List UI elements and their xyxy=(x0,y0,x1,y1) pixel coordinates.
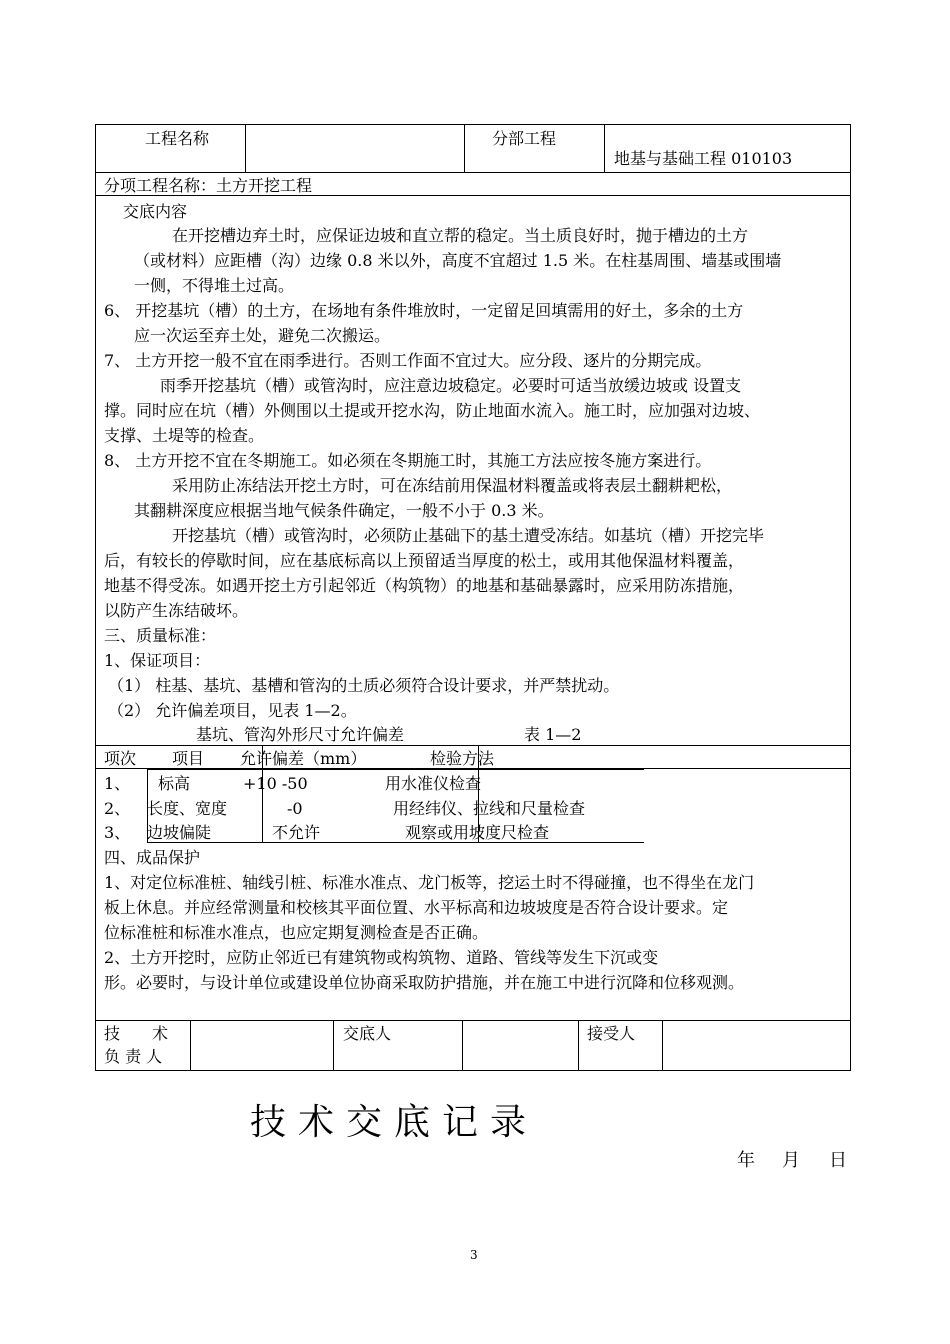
item-title: 分项工程名称：土方开挖工程 xyxy=(104,176,313,195)
paragraph-line: 应一次运至弃土处，避免二次搬运。 xyxy=(134,326,391,345)
footer-col-divider-4 xyxy=(578,1020,579,1071)
receiver-label: 接受人 xyxy=(587,1024,636,1043)
tech-lead-label-2: 负 责 人 xyxy=(104,1047,163,1066)
table-row-method: 观察或用坡度尺检查 xyxy=(405,823,550,842)
table-row-index: 1、 xyxy=(104,774,131,793)
paragraph-line: 雨季开挖基坑（槽）或管沟时，应注意边坡稳定。必要时可适当放缓边坡或 设置支 xyxy=(160,376,742,395)
paragraph-line: 6、 开挖基坑（槽）的土方，在场地有条件堆放时，一定留足回填需用的好土，多余的土方 xyxy=(104,301,744,320)
table-row-method: 用水准仪检查 xyxy=(385,774,482,793)
table-row-index: 2、 xyxy=(104,799,131,818)
header-col-divider-3 xyxy=(604,124,605,172)
paragraph-line: 采用防止冻结法开挖土方时，可在冻结前用保温材料覆盖或将表层土翻耕耙松， xyxy=(172,476,733,495)
dev-header-item: 项目 xyxy=(172,749,205,768)
date-month: 月 xyxy=(782,1150,800,1171)
section-heading: 三、质量标准： xyxy=(104,626,217,645)
header-col-divider-1 xyxy=(245,124,246,172)
table-row-item: 边坡偏陡 xyxy=(147,823,212,842)
paragraph-line: 位标准桩和标准水准点，也应定期复测检查是否正确。 xyxy=(104,923,489,942)
footer-col-divider-5 xyxy=(662,1020,663,1071)
sub-project-value: 地基与基础工程 010103 xyxy=(614,149,793,168)
table-row-method: 用经纬仪、拉线和尺量检查 xyxy=(393,799,586,818)
footer-col-divider-2 xyxy=(333,1020,334,1071)
sub-project-label: 分部工程 xyxy=(492,129,557,148)
table-row-tolerance: +10 -50 xyxy=(243,774,308,793)
paragraph-line: 板上休息。并应经常测量和校核其平面位置、水平标高和边坡坡度是否符合设计要求。定 xyxy=(104,898,729,917)
table-row-item: 标高 xyxy=(158,774,191,793)
paragraph-line: 在开挖槽边弃土时，应保证边坡和直立帮的稳定。当土质良好时，抛于槽边的土方 xyxy=(172,226,749,245)
paragraph-line: 撑。同时应在坑（槽）外侧围以土提或开挖水沟，防止地面水流入。施工时，应加强对边坡、 xyxy=(104,401,761,420)
table-row-tolerance: 不允许 xyxy=(272,823,321,842)
dev-table-row-line xyxy=(147,769,644,770)
date-day: 日 xyxy=(829,1150,847,1171)
footer-col-divider-3 xyxy=(462,1020,463,1071)
header-col-divider-2 xyxy=(464,124,465,172)
table-row-item: 长度、宽度 xyxy=(147,799,228,818)
project-name-label: 工程名称 xyxy=(145,129,210,148)
dev-header-tolerance: 允许偏差（mm） xyxy=(240,749,367,768)
dev-table-top-line xyxy=(95,745,851,746)
paragraph-line: 其翻耕深度应根据当地气候条件确定，一般不小于 0.3 米。 xyxy=(134,501,554,520)
table-row-index: 3、 xyxy=(104,823,131,842)
tech-lead-label: 技 术 xyxy=(104,1024,169,1043)
document-title: 技术交底记录 xyxy=(250,1102,539,1143)
paragraph-line: 一侧，不得堆土过高。 xyxy=(134,276,295,295)
paragraph-line: 1、对定位标准桩、轴线引桩、标准水准点、龙门板等，挖运土时不得碰撞，也不得坐在龙门 xyxy=(104,873,755,892)
paragraph-line: 7、 土方开挖一般不宜在雨季进行。否则工作面不宜过大。应分段、逐片的分期完成。 xyxy=(104,351,712,370)
section-heading: 四、成品保护 xyxy=(104,848,201,867)
content-label: 交底内容 xyxy=(123,202,188,221)
paragraph-line: 地基不得受冻。如遇开挖土方引起邻近（构筑物）的地基和基础暴露时，应采用防冻措施， xyxy=(104,576,745,595)
page-number: 3 xyxy=(470,1248,478,1262)
paragraph-line: 2、土方开挖时，应防止邻近已有建筑物或构筑物、道路、管线等发生下沉或变 xyxy=(104,948,659,967)
dev-header-method: 检验方法 xyxy=(430,749,495,768)
paragraph-line: （1） 柱基、基坑、基槽和管沟的土质必须符合设计要求，并严禁扰动。 xyxy=(108,676,620,695)
paragraph-line: 形。必要时，与设计单位或建设单位协商采取防护措施，并在施工中进行沉降和位移观测。 xyxy=(104,973,745,992)
footer-row-divider xyxy=(95,1020,851,1021)
paragraph-line: 以防产生冻结破坏。 xyxy=(104,601,249,620)
paragraph-line: 1、保证项目： xyxy=(104,651,211,670)
paragraph-line: 后，有较长的停歇时间，应在基底标高以上预留适当厚度的松土，或用其他保温材料覆盖， xyxy=(104,551,745,570)
table-caption: 基坑、管沟外形尺寸允许偏差 xyxy=(196,725,405,744)
table-row-tolerance: -0 xyxy=(287,799,303,818)
paragraph-line: 开挖基坑（槽）或管沟时，必须防止基础下的基土遭受冻结。如基坑（槽）开挖完毕 xyxy=(172,526,765,545)
date-year: 年 xyxy=(737,1150,755,1171)
discloser-label: 交底人 xyxy=(343,1024,392,1043)
table-number: 表 1—2 xyxy=(524,725,582,744)
paragraph-line: （2） 允许偏差项目，见表 1—2。 xyxy=(108,701,357,720)
header-row-divider xyxy=(95,172,851,173)
dev-header-index: 项次 xyxy=(104,749,137,768)
paragraph-line: （或材料）应距槽（沟）边缘 0.8 米以外，高度不宜超过 1.5 米。在柱基周围、墙基或围墙 xyxy=(134,251,782,270)
dev-table-bottom-line xyxy=(147,842,644,843)
footer-col-divider-1 xyxy=(190,1020,191,1071)
paragraph-line: 8、 土方开挖不宜在冬期施工。如必须在冬期施工时，其施工方法应按冬施方案进行。 xyxy=(104,451,712,470)
paragraph-line: 支撑、土堤等的检查。 xyxy=(104,426,265,445)
